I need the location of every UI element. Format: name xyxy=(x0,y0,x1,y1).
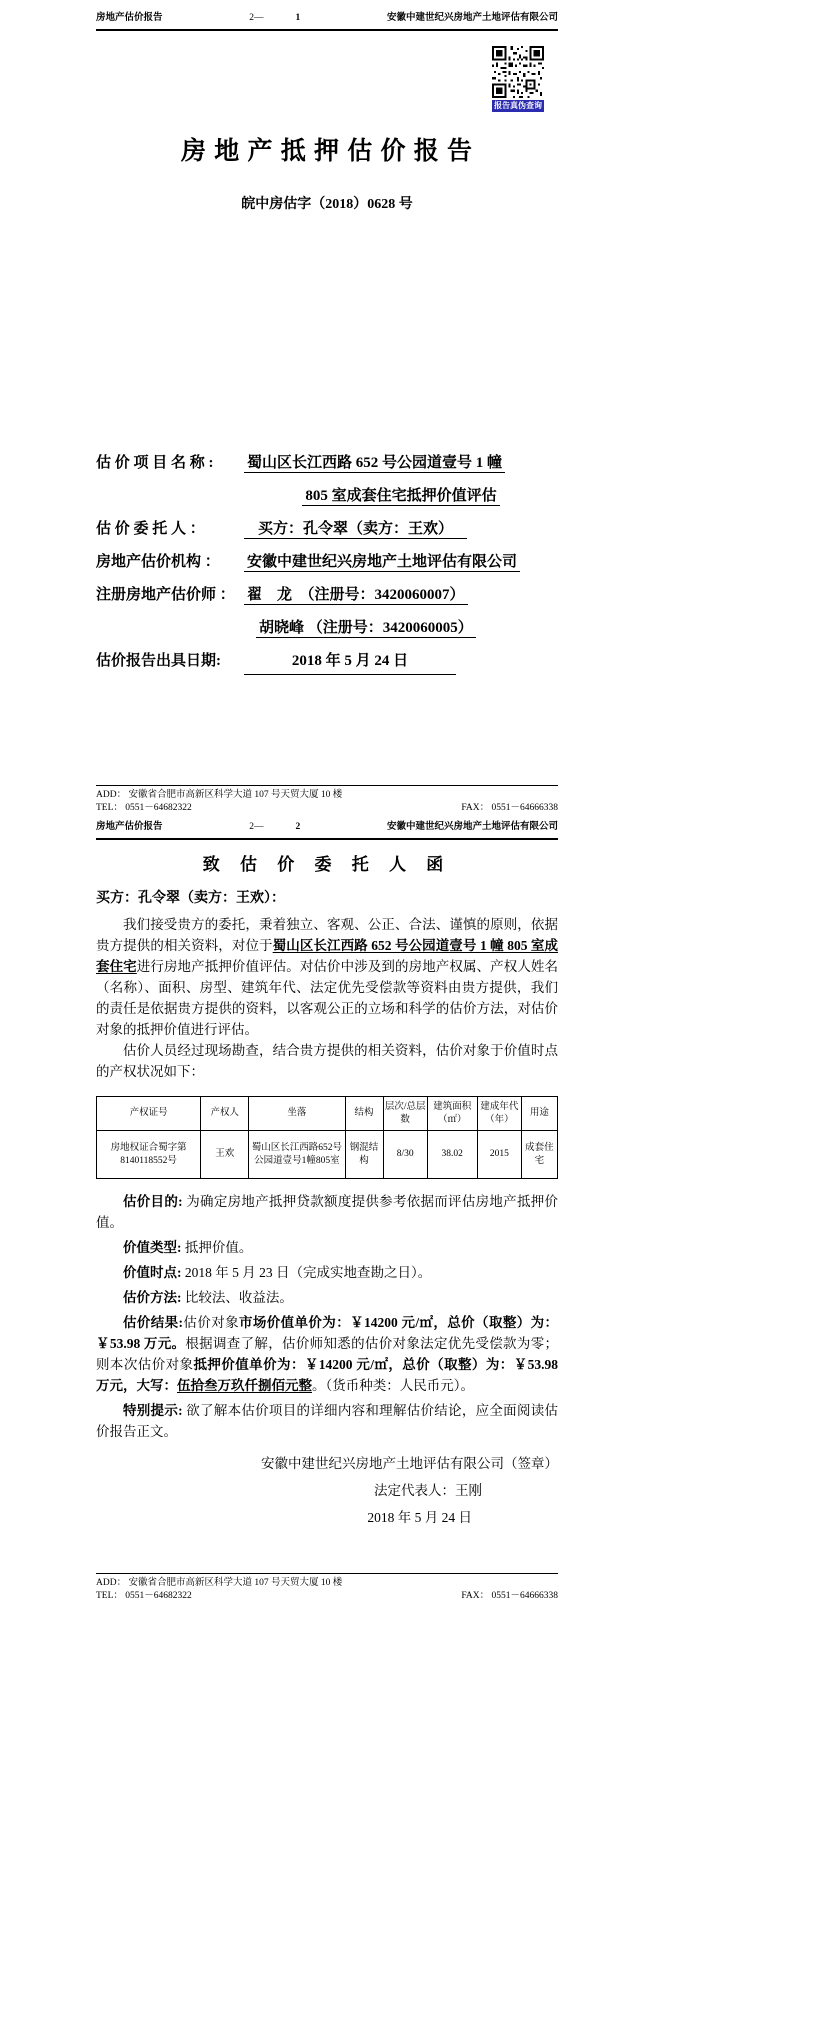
header-page-number: 2 xyxy=(295,822,301,832)
footer-contact-row xyxy=(96,802,558,815)
col-header-location: 坐落 xyxy=(249,1097,345,1131)
footer-fax: FAX： 0551－64666338 xyxy=(461,1591,558,1601)
item-result xyxy=(96,1312,558,1396)
cell-area: 38.02 xyxy=(427,1131,477,1179)
field-appraiser-label: 注册房地产估价师 ： xyxy=(96,587,235,603)
item-value-type-text: 抵押价值。 xyxy=(184,1240,253,1255)
property-rights-table xyxy=(96,1096,558,1179)
result-mortgage-value: 抵押价值单价为：￥14200 元/㎡，总价（取整）为：￥53.98 万元，大写： xyxy=(96,1357,558,1393)
col-header-structure: 结构 xyxy=(345,1097,383,1131)
header-doc-name: 房地产估价报告 xyxy=(96,13,163,23)
result-amount-in-words: 伍拾叁万玖仟捌佰元整 xyxy=(177,1378,312,1393)
header-page-prefix: 2— xyxy=(249,822,264,832)
item-notice xyxy=(96,1400,558,1442)
letter-paragraph-1 xyxy=(96,914,558,1040)
appraisal-items xyxy=(96,1191,558,1442)
header-page-prefix: 2— xyxy=(249,13,264,23)
cell-floor: 8/30 xyxy=(383,1131,427,1179)
item-value-type-label: 价值类型: xyxy=(123,1240,182,1255)
field-agency-label: 房地产估价机构 ： xyxy=(96,554,220,570)
item-method xyxy=(96,1287,558,1308)
col-header-owner: 产权人 xyxy=(201,1097,249,1131)
footer-tel: TEL： 0551－64682322 xyxy=(96,803,192,813)
field-project-value-line2-row xyxy=(244,484,558,508)
page1-header xyxy=(96,0,558,31)
field-appraiser-1: 翟 龙 （注册号：3420060007） xyxy=(244,587,468,605)
item-purpose-text: 为确定房地产抵押贷款额度提供参考依据而评估房地产抵押价值。 xyxy=(96,1194,558,1230)
footer-address: ADD： 安徽省合肥市高新区科学大道 107 号天贸大厦 10 楼 xyxy=(96,1578,343,1588)
cell-owner: 王欢 xyxy=(201,1131,249,1179)
qr-caption: 报告真伪查询 xyxy=(494,101,542,110)
col-header-area: 建筑面积（㎡） xyxy=(427,1097,477,1131)
item-purpose xyxy=(96,1191,558,1233)
field-project-label: 估 价 项 目 名 称 : xyxy=(96,455,214,471)
result-seg1: 估价对象 xyxy=(183,1315,239,1330)
field-project-value-line2: 805 室成套住宅抵押价值评估 xyxy=(302,488,499,506)
result-market-value: 市场价值单价为：￥14200 元/㎡，总价（取整）为：￥53.98 万元。 xyxy=(96,1315,558,1351)
page-1 xyxy=(96,0,558,815)
qr-block xyxy=(492,46,544,112)
field-project-name xyxy=(96,451,558,475)
header-page-indicator xyxy=(249,821,300,834)
item-notice-text: 欲了解本估价项目的详细内容和理解估价结论，应全面阅读估价报告正文。 xyxy=(96,1403,558,1439)
cell-cert-no: 房地权证合蜀字第8140118552号 xyxy=(97,1131,201,1179)
footer-address: ADD： 安徽省合肥市高新区科学大道 107 号天贸大厦 10 楼 xyxy=(96,790,343,800)
page2-footer xyxy=(96,1573,558,1603)
cover-fields xyxy=(96,451,558,675)
field-appraiser xyxy=(96,583,558,607)
field-appraiser-2: 胡晓峰 （注册号：3420060005） xyxy=(256,620,476,638)
signature-company: 安徽中建世纪兴房地产土地评估有限公司（签章） xyxy=(261,1456,558,1471)
item-notice-label: 特别提示: xyxy=(123,1403,183,1418)
item-method-text: 比较法、收益法。 xyxy=(184,1290,293,1305)
header-doc-name: 房地产估价报告 xyxy=(96,822,163,832)
para1-seg3: 进行房地产抵押价值评估。对估价中涉及到的房地产权属、产权人姓名（名称）、面积、房型、建筑年代、法定优先受偿款等资料由贵方提供，我们的责任是依据贵方提供的资料，以客观公正的立场和科学的估价方法，对估价对象的抵押价值进行评估。 xyxy=(96,959,559,1037)
field-issue-date-label: 估价报告出具日期: xyxy=(96,653,221,669)
field-agency-value: 安徽中建世纪兴房地产土地评估有限公司 xyxy=(244,554,520,572)
field-project-value-line1: 蜀山区长江西路 652 号公园道壹号 1 幢 xyxy=(244,455,505,473)
col-header-year: 建成年代（年） xyxy=(477,1097,521,1131)
table-header-row xyxy=(97,1097,558,1131)
report-title: 房 地 产 抵 押 估 价 报 告 xyxy=(180,138,473,165)
page2-header xyxy=(96,815,558,840)
field-appraiser-2-row xyxy=(256,616,558,640)
item-method-label: 估价方法: xyxy=(123,1290,182,1305)
qr-code-icon xyxy=(492,46,544,98)
item-value-time xyxy=(96,1262,558,1283)
result-currency-note: 。（货币种类：人民币元）。 xyxy=(312,1378,474,1393)
cell-location: 蜀山区长江西路652号公园道壹号1幢805室 xyxy=(249,1131,345,1179)
signature-legal-rep: 法定代表人：王刚 xyxy=(374,1483,482,1498)
table-data-row xyxy=(97,1131,558,1179)
field-issue-date xyxy=(96,649,558,675)
item-value-time-text: 2018 年 5 月 23 日（完成实地查勘之日）。 xyxy=(184,1265,432,1280)
signature-date: 2018 年 5 月 24 日 xyxy=(367,1510,472,1525)
letter-salutation: 买方：孔令翠（卖方：王欢）： xyxy=(96,891,285,906)
para1-seg1: 我们接受贵方的委托，秉着独立、客观、公正、合法、谨慎的原则，依据贵方提供的相关资料，对位于 xyxy=(96,917,558,953)
field-client-label: 估 价 委 托 人 ： xyxy=(96,521,205,537)
page1-footer xyxy=(96,785,558,815)
para1-property-name: 蜀山区长江西路 652 号公园道壹号 1 幢 805 室成套住宅 xyxy=(96,938,559,974)
cell-year: 2015 xyxy=(477,1131,521,1179)
result-seg3: 根据调查了解，估价师知悉的估价对象法定优先受偿款为零；则本次估价对象 xyxy=(96,1336,559,1372)
field-issue-date-value: 2018 年 5 月 24 日 xyxy=(244,649,456,675)
letter-title: 致 估 价 委 托 人 函 xyxy=(202,855,452,874)
field-client-value: 买方：孔令翠（卖方：王欢） xyxy=(244,521,467,539)
header-page-indicator xyxy=(249,12,300,25)
footer-tel: TEL： 0551－64682322 xyxy=(96,1591,192,1601)
col-header-floor: 层次/总层数 xyxy=(383,1097,427,1131)
item-result-label: 估价结果: xyxy=(123,1315,184,1330)
field-agency xyxy=(96,550,558,574)
footer-contact-row xyxy=(96,1590,558,1603)
cell-structure: 钢混结构 xyxy=(345,1131,383,1179)
header-page-number: 1 xyxy=(295,13,301,23)
item-purpose-label: 估价目的: xyxy=(123,1194,183,1209)
col-header-use: 用途 xyxy=(521,1097,557,1131)
page-2 xyxy=(96,815,558,1603)
item-value-time-label: 价值时点: xyxy=(123,1265,182,1280)
col-header-cert-no: 产权证号 xyxy=(97,1097,201,1131)
header-company-name: 安徽中建世纪兴房地产土地评估有限公司 xyxy=(386,822,558,832)
field-client xyxy=(96,517,558,541)
cell-use: 成套住宅 xyxy=(521,1131,557,1179)
letter-paragraph-2: 估价人员经过现场勘查，结合贵方提供的相关资料，估价对象于价值时点的产权状况如下： xyxy=(96,1043,558,1079)
report-number: 皖中房估字（2018）0628 号 xyxy=(241,197,413,212)
item-value-type xyxy=(96,1237,558,1258)
footer-fax: FAX： 0551－64666338 xyxy=(461,803,558,813)
header-company-name: 安徽中建世纪兴房地产土地评估有限公司 xyxy=(386,13,558,23)
